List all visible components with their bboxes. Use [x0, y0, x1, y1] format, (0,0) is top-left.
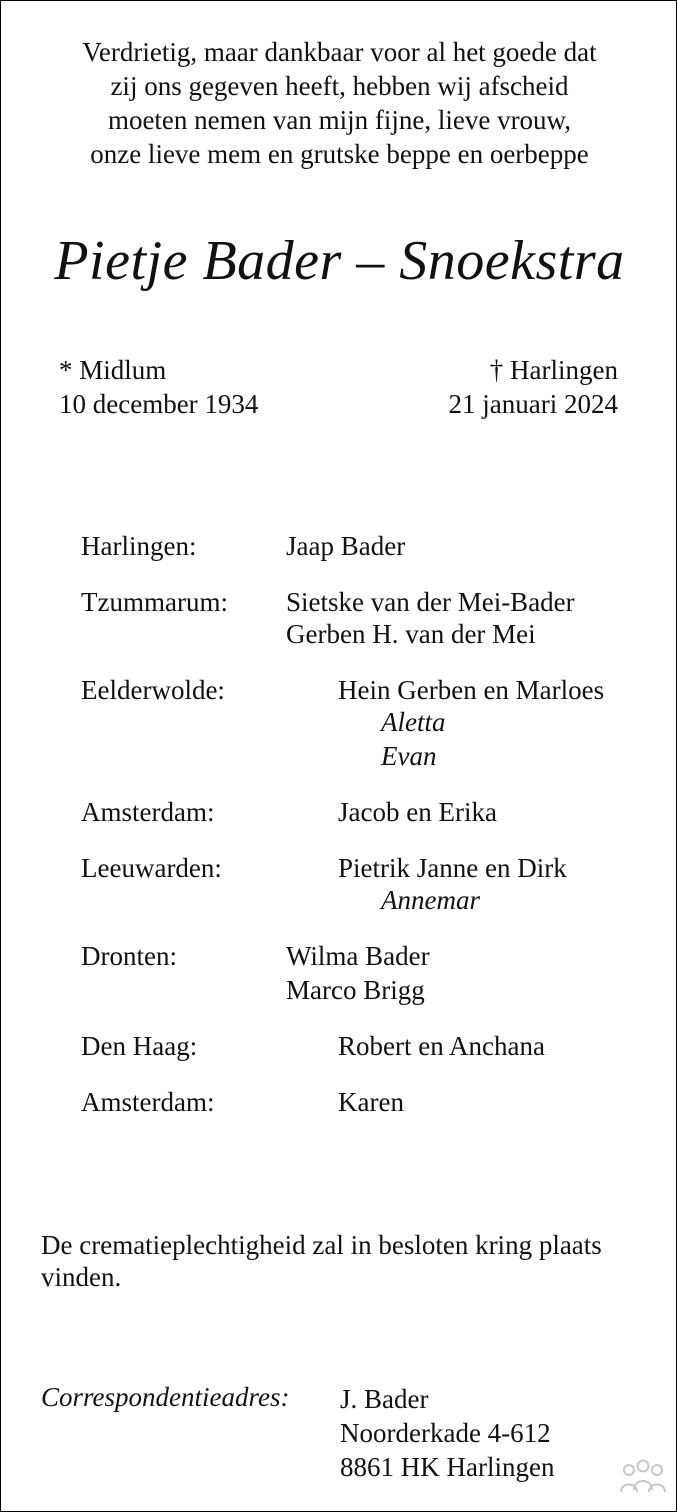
address-line: J. Bader [340, 1384, 429, 1414]
family-grandchild: Aletta [381, 707, 446, 737]
ceremony-notice: De crematieplechtigheid zal in besloten kring plaats vinden. [41, 1230, 602, 1292]
intro-line: onze lieve mem en grutske beppe en oerbeppe [90, 139, 589, 169]
correspondence-address [340, 1382, 554, 1484]
family-member: Karen [338, 1087, 404, 1117]
family-member: Sietske van der Mei-Bader [286, 587, 575, 617]
family-place: Dronten: [81, 941, 177, 971]
birth-date: 10 december 1934 [59, 389, 259, 419]
family-member: Jaap Bader [286, 531, 406, 561]
intro-text [1, 35, 677, 171]
family-member: Hein Gerben en Marloes [338, 675, 605, 705]
death-place: † Harlingen [489, 355, 618, 385]
family-member: Gerben H. van der Mei [286, 619, 536, 649]
family-member: Wilma Bader [286, 941, 430, 971]
family-place: Eelderwolde: [81, 675, 225, 705]
intro-line: zij ons gegeven heeft, hebben wij afscheid [110, 71, 569, 101]
intro-line: moeten nemen van mijn fijne, lieve vrouw, [107, 105, 572, 135]
family-place: Leeuwarden: [81, 853, 222, 883]
death-date: 21 januari 2024 [448, 389, 618, 419]
death-info [449, 353, 618, 421]
correspondence-label: Correspondentieadres: [41, 1382, 290, 1412]
family-place: Den Haag: [81, 1031, 198, 1061]
family-member: Pietrik Janne en Dirk [338, 853, 567, 883]
family-grandchild: Annemar [381, 885, 480, 915]
deceased-name: Pietje Bader – Snoekstra [54, 230, 625, 292]
family-member: Robert en Anchana [338, 1031, 545, 1061]
family-place: Harlingen: [81, 531, 197, 561]
family-place: Amsterdam: [81, 1087, 215, 1117]
address-line: 8861 HK Harlingen [340, 1452, 555, 1482]
intro-line: Verdrietig, maar dankbaar voor al het goede dat [82, 37, 597, 67]
address-line: Noorderkade 4-612 [340, 1418, 551, 1448]
family-member: Marco Brigg [286, 975, 425, 1005]
family-place: Amsterdam: [81, 797, 215, 827]
family-member: Jacob en Erika [338, 797, 497, 827]
family-place: Tzummarum: [81, 587, 228, 617]
birth-info [59, 353, 258, 421]
birth-place: * Midlum [59, 355, 167, 385]
family-grandchild: Evan [381, 741, 437, 771]
people-icon [619, 1456, 667, 1498]
